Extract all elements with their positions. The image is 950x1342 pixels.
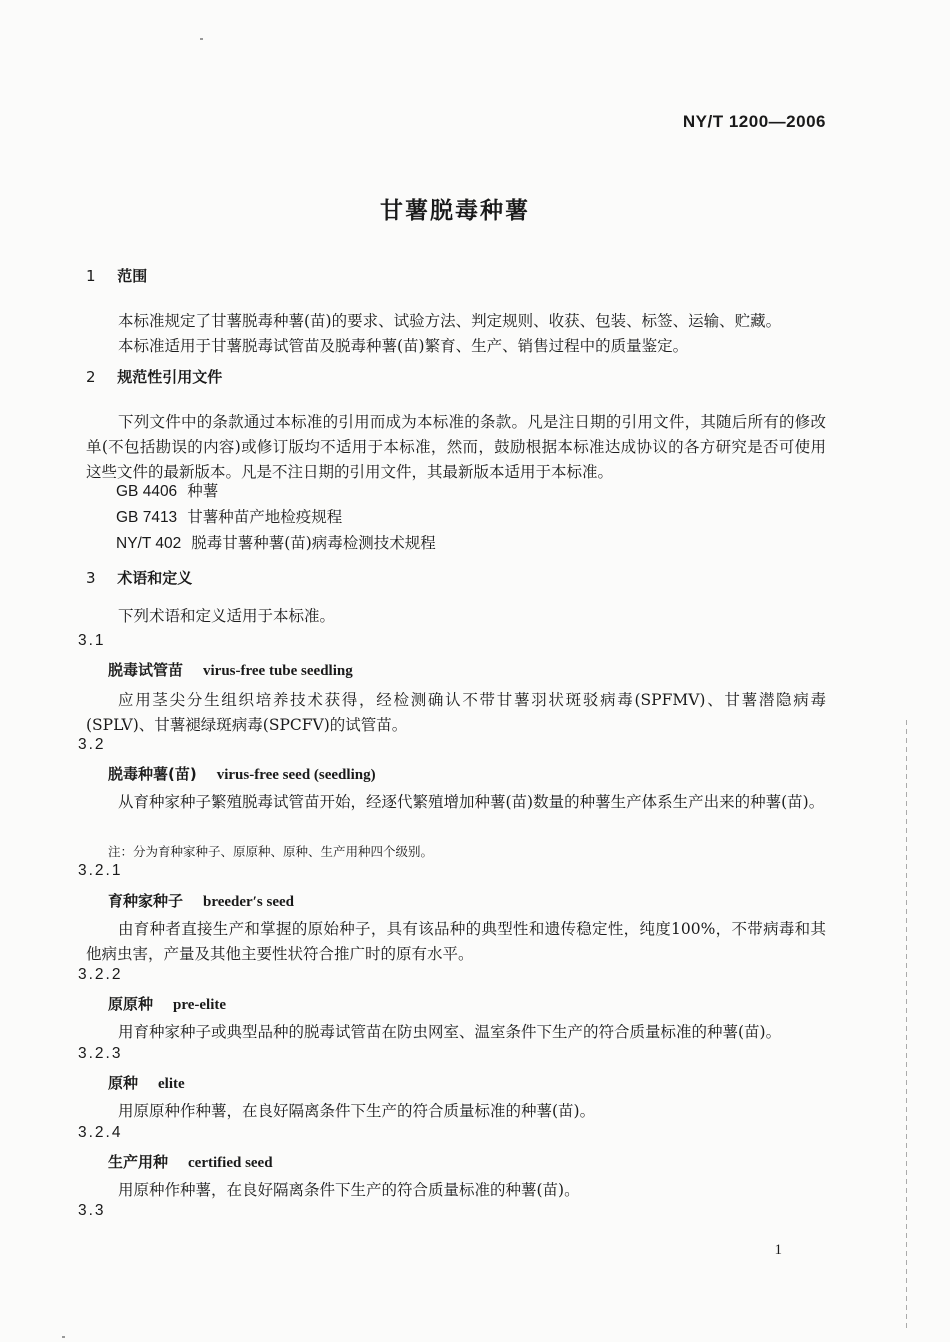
reference-title: 脱毒甘薯种薯(苗)病毒检测技术规程 xyxy=(191,534,436,552)
standard-number: NY/T 1200—2006 xyxy=(682,112,826,131)
reference-title: 甘薯种苗产地检疫规程 xyxy=(187,508,343,526)
reference-code: GB 4406 xyxy=(116,483,178,500)
scope-paragraph-2: 本标准适用于甘薯脱毒试管苗及脱毒种薯(苗)繁育、生产、销售过程中的质量鉴定。 xyxy=(118,337,689,355)
reference-item xyxy=(116,505,342,527)
term-definition: 从育种家种子繁殖脱毒试管苗开始，经逐代繁殖增加种薯(苗)数量的种薯生产体系生产出来的种薯(苗)。 xyxy=(118,793,825,811)
term-note: 注：分为育种家种子、原原种、原种、生产用种四个级别。 xyxy=(108,844,434,859)
clause-number: 3.2.4 xyxy=(78,1124,123,1141)
term-definition: 用育种家种子或典型品种的脱毒试管苗在防虫网室、温室条件下生产的符合质量标准的种薯(苗)。 xyxy=(118,1023,782,1041)
scan-speck xyxy=(200,38,203,40)
scan-speck xyxy=(62,1336,65,1338)
term-zh: 原原种 xyxy=(108,995,154,1013)
section-heading-normative-refs xyxy=(86,366,222,387)
term-definition: 用原种作种薯，在良好隔离条件下生产的符合质量标准的种薯(苗)。 xyxy=(118,1181,580,1199)
term-zh: 原种 xyxy=(108,1074,139,1092)
term-zh: 生产用种 xyxy=(108,1153,169,1171)
section-title: 规范性引用文件 xyxy=(117,368,223,386)
reference-item xyxy=(116,479,218,501)
normative-refs-paragraph: 下列文件中的条款通过本标准的引用而成为本标准的条款。凡是注日期的引用文件，其随后所有的修改单(不包括勘误的内容)或修订版均不适用于本标准，然而，鼓励根据本标准达成协议的各方研究是否可使用这些文件的最新版本。凡是不注日期的引用文件，其最新版本适用于本标准。 xyxy=(86,413,826,481)
term-zh: 育种家种子 xyxy=(108,892,184,910)
page-number: 1 xyxy=(774,1242,782,1258)
clause-number: 3.2.2 xyxy=(78,966,123,983)
term-en: breeder′s seed xyxy=(203,894,295,910)
term-definition: 用原原种作种薯，在良好隔离条件下生产的符合质量标准的种薯(苗)。 xyxy=(118,1102,596,1120)
clause-number: 3.2.3 xyxy=(78,1045,123,1062)
term-zh: 脱毒试管苗 xyxy=(108,661,184,679)
term-entry xyxy=(108,890,294,911)
term-en: elite xyxy=(158,1076,185,1092)
reference-item xyxy=(116,531,436,553)
clause-number: 3.2 xyxy=(78,736,106,753)
section-number: 3 xyxy=(86,569,96,587)
scan-edge-line xyxy=(906,720,907,1330)
term-zh: 脱毒种薯(苗) xyxy=(108,765,197,783)
term-entry xyxy=(108,1151,273,1172)
term-definition: 由育种者直接生产和掌握的原始种子，具有该品种的典型性和遗传稳定性，纯度100%，不带病毒和其他病虫害，产量及其他主要性状符合推广时的原有水平。 xyxy=(86,920,826,963)
section-title: 范围 xyxy=(117,267,148,285)
clause-number: 3.3 xyxy=(78,1202,106,1219)
clause-number: 3.1 xyxy=(78,632,106,649)
reference-code: GB 7413 xyxy=(116,509,178,526)
document-title: 甘薯脱毒种薯 xyxy=(380,198,530,224)
clause-number: 3.2.1 xyxy=(78,862,123,879)
section-heading-scope xyxy=(86,265,147,286)
term-entry xyxy=(108,659,353,680)
section-number: 2 xyxy=(86,368,96,386)
term-en: certified seed xyxy=(188,1155,273,1171)
scope-paragraph-1: 本标准规定了甘薯脱毒种薯(苗)的要求、试验方法、判定规则、收获、包装、标签、运输、贮藏。 xyxy=(118,312,782,330)
terms-intro: 下列术语和定义适用于本标准。 xyxy=(118,607,336,625)
term-en: pre-elite xyxy=(173,997,227,1013)
term-entry xyxy=(108,1072,185,1093)
section-heading-terms xyxy=(86,567,192,588)
term-en: virus-free seed (seedling) xyxy=(216,767,376,783)
term-entry xyxy=(108,763,376,784)
term-entry xyxy=(108,993,226,1014)
section-title: 术语和定义 xyxy=(117,569,193,587)
term-en: virus-free tube seedling xyxy=(203,663,353,679)
term-definition: 应用茎尖分生组织培养技术获得，经检测确认不带甘薯羽状斑驳病毒(SPFMV)、甘薯潜隐病毒(SPLV)、甘薯褪绿斑病毒(SPCFV)的试管苗。 xyxy=(86,691,826,734)
reference-code: NY/T 402 xyxy=(116,535,182,552)
reference-title: 种薯 xyxy=(187,482,219,500)
section-number: 1 xyxy=(86,267,96,285)
